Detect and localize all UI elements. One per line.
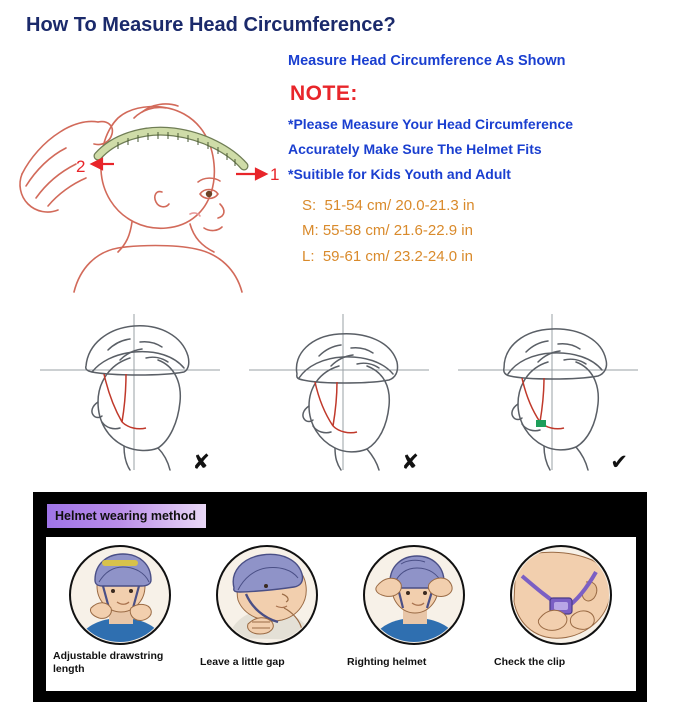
wearing-method-steps (46, 537, 636, 691)
page-title-question-mark: ? (383, 14, 396, 36)
size-row-small: S: 51-54 cm/ 20.0-21.3 in (302, 196, 475, 214)
cross-mark-1: ✘ (192, 450, 210, 474)
instructions-heading: Measure Head Circumference As Shown (288, 53, 566, 69)
head-measurement-svg (14, 46, 284, 296)
arrow-label-1: 1 (270, 165, 280, 184)
wearing-step-3 (341, 542, 488, 690)
wearing-step-4 (488, 542, 635, 690)
instruction-line-3: *Suitible for Kids Youth and Adult (288, 165, 511, 182)
page-title (26, 14, 396, 37)
size-chart (302, 193, 676, 270)
fit-example-2 (243, 310, 443, 480)
step-2-illustration (194, 542, 341, 652)
page-title-text: How To Measure Head Circumference (26, 14, 384, 36)
wearing-step-1 (47, 542, 194, 690)
instructions-block (288, 52, 676, 270)
fit-example-3 (452, 310, 652, 480)
instruction-line-1: *Please Measure Your Head Circumference (288, 115, 574, 132)
wearing-method-banner (47, 504, 206, 528)
size-row-medium: M: 55-58 cm/ 21.6-22.9 in (302, 222, 473, 240)
step-1-illustration (47, 542, 194, 652)
wearing-step-3-caption: Righting helmet (347, 656, 427, 668)
check-mark-3: ✔ (610, 450, 628, 474)
wearing-step-1-caption: Adjustable drawstring length (53, 650, 164, 676)
fit-example-1 (34, 310, 234, 480)
cross-mark-2: ✘ (401, 450, 419, 474)
size-row-large: L: 59-61 cm/ 23.2-24.0 in (302, 248, 473, 266)
step-3-illustration (341, 542, 488, 652)
instruction-line-2: Accurately Make Sure The Helmet Fits (288, 140, 542, 157)
wearing-method-banner-label: Helmet wearing method (55, 509, 196, 523)
step-4-illustration (488, 542, 635, 652)
wearing-step-2 (194, 542, 341, 690)
helmet-fit-examples (0, 310, 679, 480)
arrow-label-2: 2 (76, 157, 86, 176)
head-measurement-illustration (14, 46, 284, 296)
wearing-method-panel (33, 492, 647, 702)
note-label: NOTE: (290, 81, 358, 105)
wearing-step-4-caption: Check the clip (494, 656, 566, 668)
wearing-step-2-caption: Leave a little gap (200, 656, 285, 668)
